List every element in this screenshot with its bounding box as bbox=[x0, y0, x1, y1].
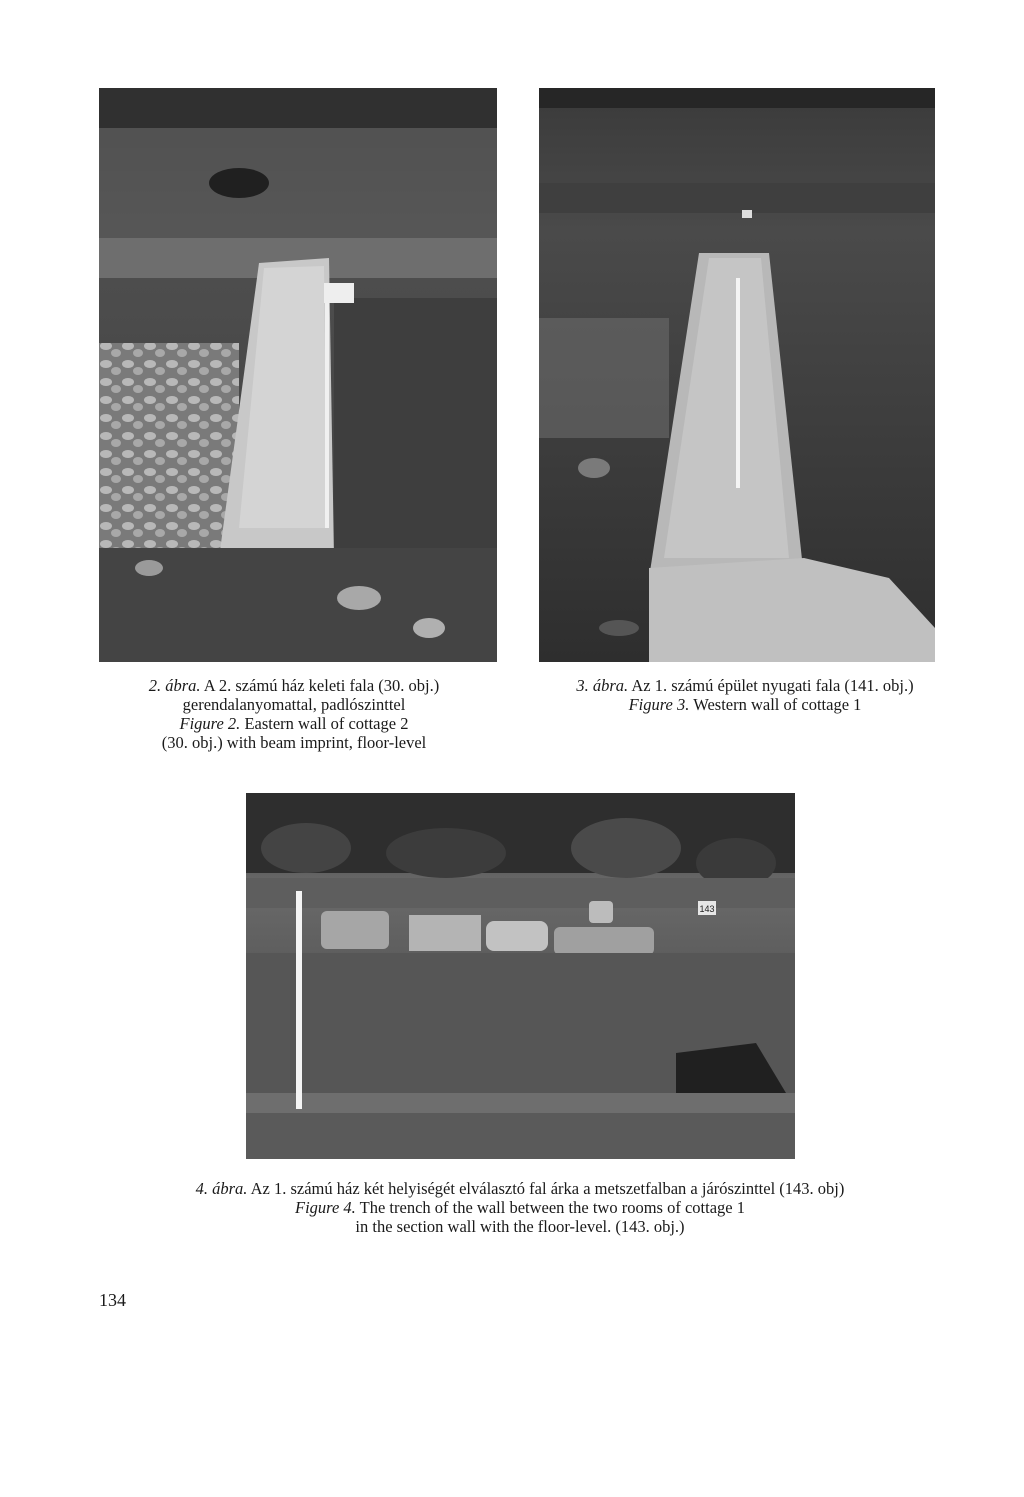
figure-2-caption bbox=[99, 676, 489, 752]
figure-4-tag-text: 143 bbox=[699, 904, 715, 914]
figure-3-caption-en bbox=[539, 695, 951, 714]
figure-2-label-en: Figure 2. bbox=[179, 714, 241, 733]
figure-4-caption bbox=[120, 1179, 920, 1236]
figure-3-caption bbox=[539, 676, 951, 714]
figure-2-caption-en-line1: Eastern wall of cottage 2 bbox=[244, 714, 409, 733]
figure-4-label-en: Figure 4. bbox=[295, 1198, 356, 1217]
figure-3-label-hu: 3. ábra. bbox=[576, 676, 629, 695]
figure-4-photo bbox=[246, 793, 795, 1159]
figure-3-caption-hu bbox=[539, 676, 951, 695]
figure-4-caption-en bbox=[120, 1198, 920, 1217]
figure-2-caption-hu-text: A 2. számú ház keleti fala (30. obj.) gerendalanyomattal, padlószinttel bbox=[182, 676, 440, 714]
figure-2-caption-en bbox=[99, 714, 489, 733]
figure-2-photo bbox=[99, 88, 497, 662]
figure-2-label-hu: 2. ábra. bbox=[148, 676, 201, 695]
figure-4-label-hu: 4. ábra. bbox=[195, 1179, 248, 1198]
figure-4-caption-en-line1: The trench of the wall between the two rooms of cottage 1 bbox=[359, 1198, 745, 1217]
figure-2-caption-hu bbox=[99, 676, 489, 714]
figure-3-photo bbox=[539, 88, 935, 662]
figure-4-caption-hu bbox=[120, 1179, 920, 1198]
page-number: 134 bbox=[99, 1290, 126, 1310]
figure-2-caption-en-line2: (30. obj.) with beam imprint, floor-level bbox=[161, 733, 427, 752]
figure-3-caption-hu-text: Az 1. számú épület nyugati fala (141. obj.) bbox=[631, 676, 914, 695]
figure-4-caption-hu-text: Az 1. számú ház két helyiségét elválasztó fal árka a metszetfalban a járószinttel (143. obj) bbox=[250, 1179, 845, 1198]
figure-3-label-en: Figure 3. bbox=[628, 695, 690, 714]
figure-4-caption-en-line2: in the section wall with the floor-level. (143. obj.) bbox=[355, 1217, 685, 1236]
figure-3-caption-en-text: Western wall of cottage 1 bbox=[693, 695, 862, 714]
